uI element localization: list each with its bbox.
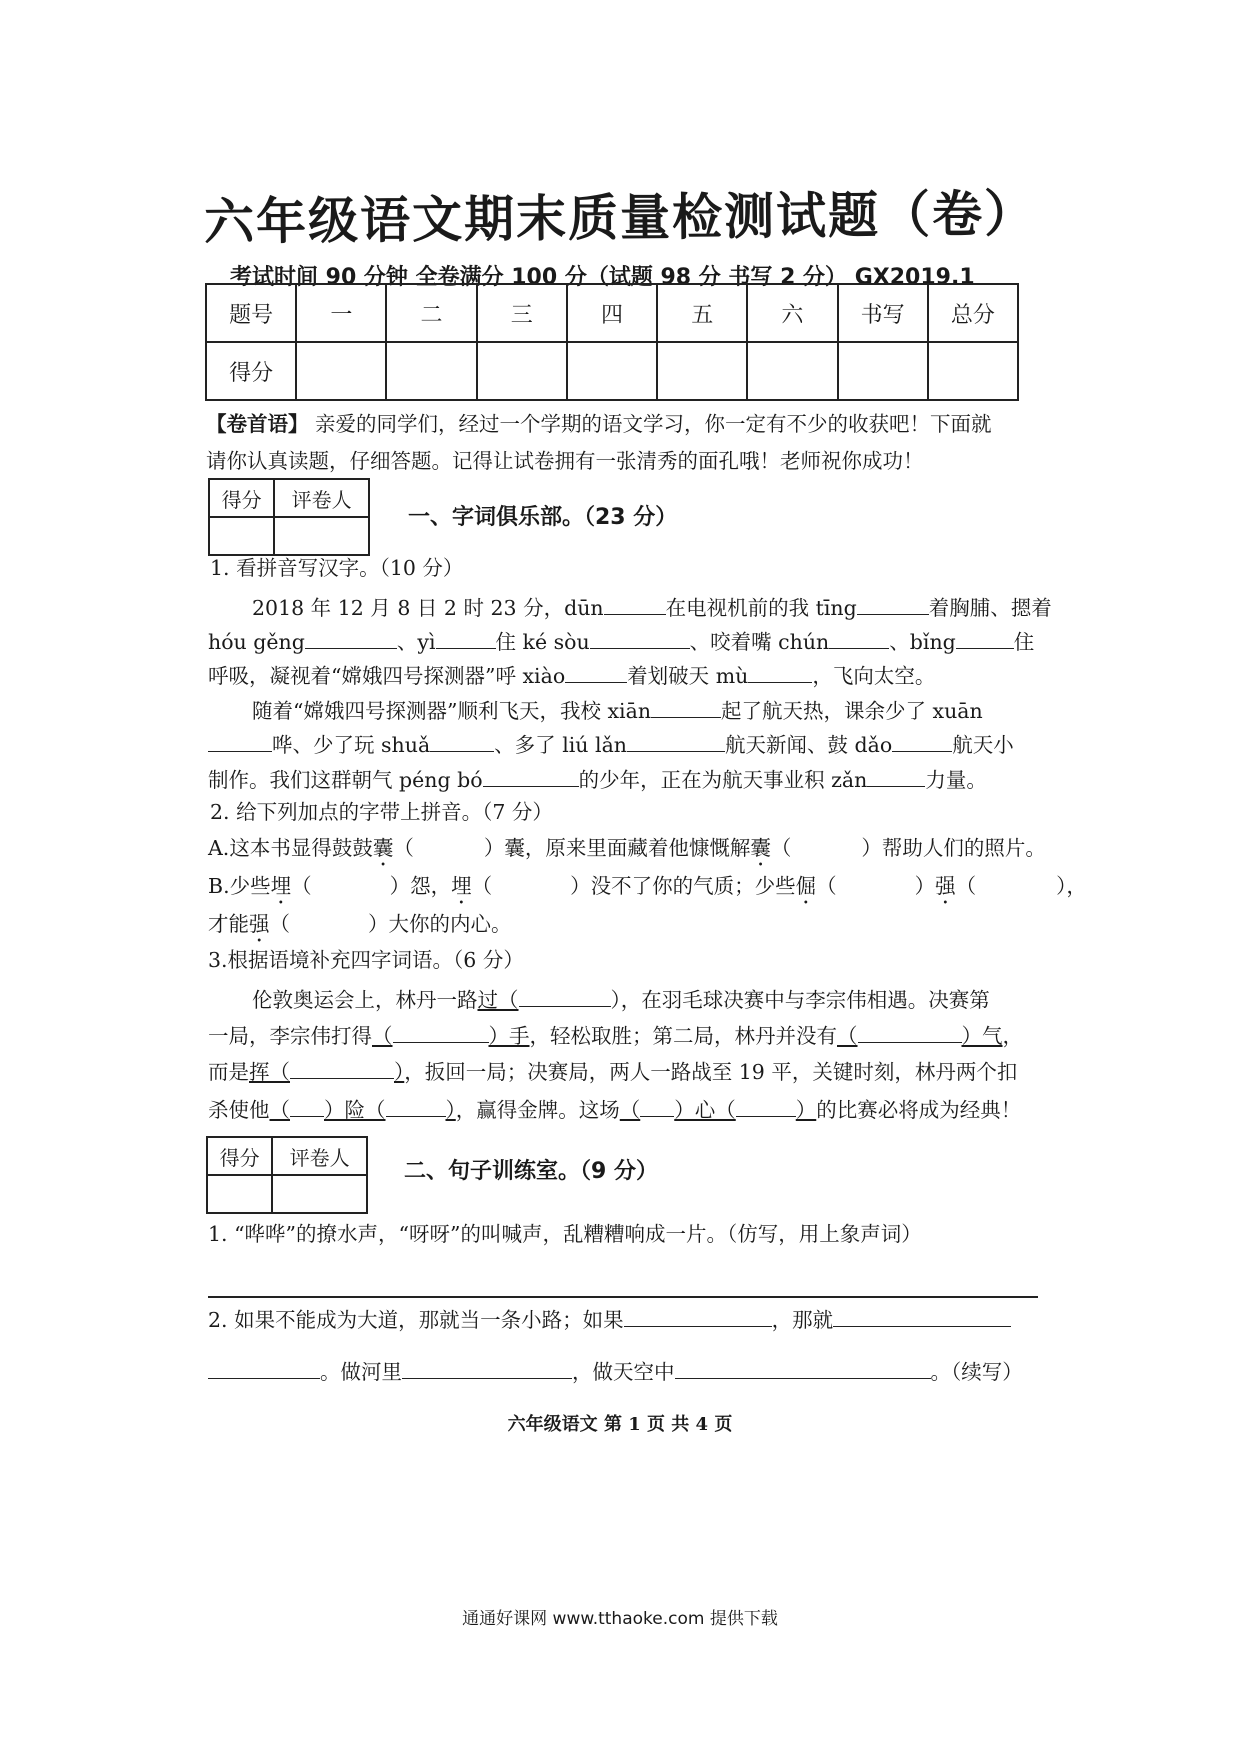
text: （ bbox=[471, 874, 493, 898]
text: A.这本书显得鼓鼓 bbox=[208, 836, 373, 860]
text: 制作。我们这群朝气 péng bó bbox=[208, 768, 483, 792]
answer-blank[interactable] bbox=[208, 1358, 320, 1379]
text: ）怨， bbox=[389, 874, 452, 898]
answer-blank[interactable] bbox=[675, 1358, 931, 1379]
score-cell[interactable] bbox=[928, 342, 1018, 400]
score-cell[interactable] bbox=[747, 342, 837, 400]
grader-score-cell[interactable] bbox=[209, 517, 274, 555]
score-header-cell: 四 bbox=[567, 284, 657, 342]
text: （ bbox=[269, 1098, 290, 1122]
answer-blank[interactable] bbox=[604, 594, 666, 615]
score-header-cell: 总分 bbox=[928, 284, 1018, 342]
text: 力量。 bbox=[925, 768, 987, 792]
dotted-char: 埋 bbox=[451, 874, 472, 898]
s2q1-text: 1. “哗哗”的撩水声，“呀呀”的叫喊声，乱糟糟响成一片。（仿写，用上象声词） bbox=[208, 1222, 922, 1246]
text: 呼吸，凝视着“嫦娥四号探测器”呼 xiào bbox=[208, 664, 566, 688]
score-cell[interactable] bbox=[657, 342, 747, 400]
dotted-char: 囊 bbox=[372, 836, 394, 860]
text: ）险（ bbox=[324, 1098, 386, 1122]
dotted-char: 埋 bbox=[270, 874, 292, 898]
score-table-header-row bbox=[206, 284, 1018, 342]
answer-blank[interactable] bbox=[640, 1096, 674, 1117]
text: 杀使他 bbox=[208, 1098, 270, 1122]
grader-box-section1 bbox=[208, 478, 370, 556]
s1q3-heading: 3.根据语境补充四字词语。（6 分） bbox=[208, 948, 524, 972]
s1q1-para1-line3 bbox=[208, 662, 935, 689]
score-header-cell: 二 bbox=[386, 284, 476, 342]
text: ）， bbox=[1056, 874, 1087, 898]
text: ，做天空中 bbox=[572, 1360, 675, 1384]
s1q1-para1-line1 bbox=[252, 594, 1052, 621]
text: 的少年，正在为航天事业积 zǎn bbox=[578, 768, 868, 792]
text: 而是 bbox=[208, 1060, 249, 1084]
text: 伦敦奥运会上，林丹一路 bbox=[252, 988, 478, 1012]
text: ）气 bbox=[961, 1024, 1003, 1048]
text: hóu gěng bbox=[208, 630, 305, 654]
answer-blank[interactable] bbox=[290, 1058, 394, 1079]
text: ），在羽毛球决赛中与李宗伟相遇。决赛第 bbox=[610, 988, 990, 1012]
text: ，轻松取胜；第二局，林丹并没有 bbox=[529, 1024, 837, 1048]
score-table-score-row bbox=[206, 342, 1018, 400]
download-credit: 通通好课网 www.tthaoke.com 提供下载 bbox=[462, 1609, 778, 1629]
text: （ bbox=[372, 1024, 393, 1048]
answer-blank[interactable] bbox=[627, 731, 725, 752]
answer-blank[interactable] bbox=[590, 628, 690, 649]
grader-name-cell[interactable] bbox=[272, 1175, 367, 1213]
answer-blank[interactable] bbox=[833, 1306, 1011, 1327]
text: 航天新闻、鼓 dǎo bbox=[725, 733, 893, 757]
text: ， bbox=[1002, 1024, 1023, 1048]
text: 、多了 liú lǎn bbox=[494, 733, 628, 757]
dotted-char: 强 bbox=[935, 874, 956, 898]
s2q1-answer-line[interactable] bbox=[208, 1296, 1038, 1298]
text: ）没不了你的气质；少些 bbox=[570, 874, 796, 898]
s1q1-para2-line2 bbox=[208, 731, 1014, 758]
grader-name-label: 评卷人 bbox=[272, 1137, 367, 1175]
dotted-char: 倔 bbox=[795, 874, 817, 898]
s1q3-line-3 bbox=[208, 1058, 1017, 1085]
answer-blank[interactable] bbox=[436, 628, 496, 649]
text: 2018 年 12 月 8 日 2 时 23 分，dūn bbox=[252, 596, 604, 620]
s1q1-para2-line1 bbox=[252, 697, 983, 724]
text: 、bǐng bbox=[889, 630, 956, 654]
preface-line-2: 请你认真读题，仔细答题。记得让试卷拥有一张清秀的面孔哦！老师祝你成功！ bbox=[206, 449, 924, 473]
text: 、咬着嘴 chún bbox=[689, 630, 830, 654]
exam-title: 六年级语文期末质量检测试题（卷） bbox=[203, 184, 1037, 252]
text: 着胸脯、摁着 bbox=[928, 596, 1052, 620]
text: 2. 如果不能成为大道，那就当一条小路；如果 bbox=[208, 1308, 624, 1332]
score-header-cell: 一 bbox=[296, 284, 386, 342]
score-header-cell: 题号 bbox=[206, 284, 296, 342]
answer-blank[interactable] bbox=[402, 1358, 572, 1379]
score-header-cell: 三 bbox=[477, 284, 567, 342]
text: 起了航天热，课余少了 xuān bbox=[721, 699, 983, 723]
section1-title: 一、字词俱乐部。（23 分） bbox=[408, 505, 678, 530]
text: 住 bbox=[1013, 630, 1035, 654]
score-cell[interactable] bbox=[386, 342, 476, 400]
answer-blank[interactable] bbox=[748, 662, 812, 683]
text: （ bbox=[291, 874, 312, 898]
score-cell[interactable] bbox=[296, 342, 386, 400]
answer-blank[interactable] bbox=[867, 766, 925, 787]
text: 、yì bbox=[396, 630, 436, 654]
text: 一局，李宗伟打得 bbox=[208, 1024, 372, 1048]
grader-score-label: 得分 bbox=[209, 479, 274, 517]
grader-box-section2 bbox=[206, 1136, 368, 1214]
answer-blank[interactable] bbox=[858, 1022, 962, 1043]
text: 随着“嫦娥四号探测器”顺利飞天，我校 xiān bbox=[252, 699, 652, 723]
s1q2-heading: 2. 给下列加点的字带上拼音。（7 分） bbox=[210, 800, 553, 824]
grader-name-cell[interactable] bbox=[274, 517, 369, 555]
text: （ bbox=[770, 836, 792, 860]
answer-blank[interactable] bbox=[651, 697, 721, 718]
text: ，赢得金牌。这场 bbox=[455, 1098, 620, 1122]
text: 的比赛必将成为经典！ bbox=[816, 1098, 1022, 1122]
answer-blank[interactable] bbox=[829, 628, 889, 649]
text: （ bbox=[393, 836, 414, 860]
answer-blank[interactable] bbox=[386, 1096, 446, 1117]
score-header-cell: 五 bbox=[657, 284, 747, 342]
text: ） bbox=[795, 1098, 817, 1122]
text: 在电视机前的我 tīng bbox=[665, 596, 857, 620]
answer-blank[interactable] bbox=[430, 731, 494, 752]
s1q1-para1-line2 bbox=[208, 628, 1034, 655]
s1q1-heading: 1. 看拼音写汉字。（10 分） bbox=[210, 556, 464, 580]
exam-subtitle: 考试时间 90 分钟 全卷满分 100 分（试题 98 分 书写 2 分） GX2019.1 bbox=[230, 265, 975, 290]
text: B.少些 bbox=[208, 874, 271, 898]
preface-label: 【卷首语】 bbox=[206, 412, 309, 436]
s1q2-line-a bbox=[208, 836, 1046, 871]
s2q2-line-2 bbox=[208, 1358, 1023, 1385]
s1q2-line-b bbox=[208, 874, 1087, 909]
page-footer: 六年级语文 第 1 页 共 4 页 bbox=[507, 1414, 733, 1435]
score-cell[interactable] bbox=[838, 342, 928, 400]
answer-blank[interactable] bbox=[624, 1306, 772, 1327]
text: 。做河里 bbox=[320, 1360, 402, 1384]
text: ） bbox=[394, 1060, 405, 1084]
answer-blank[interactable] bbox=[857, 594, 929, 615]
preface-text-1: 亲爱的同学们，经过一个学期的语文学习，你一定有不少的收获吧！下面就 bbox=[315, 412, 992, 436]
text: 挥（ bbox=[249, 1060, 290, 1084]
grader-name-label: 评卷人 bbox=[274, 479, 369, 517]
section2-title: 二、句子训练室。（9 分） bbox=[404, 1159, 658, 1184]
answer-blank[interactable] bbox=[290, 1096, 324, 1117]
text: （ bbox=[955, 874, 977, 898]
s1q3-line-2 bbox=[208, 1022, 1023, 1049]
s2q2-line-1 bbox=[208, 1306, 1011, 1333]
text: 。（续写） bbox=[930, 1360, 1023, 1384]
text: （ bbox=[816, 874, 837, 898]
answer-blank[interactable] bbox=[956, 628, 1014, 649]
text: （ bbox=[269, 912, 290, 936]
text: 才能 bbox=[208, 912, 249, 936]
text: ） bbox=[445, 1098, 456, 1122]
dotted-char: 强 bbox=[249, 912, 270, 936]
s1q2-line-c bbox=[208, 912, 512, 947]
grader-score-label: 得分 bbox=[207, 1137, 272, 1175]
text: ，那就 bbox=[771, 1308, 834, 1332]
preface-line-1 bbox=[206, 412, 992, 437]
text: 哗、少了玩 shuǎ bbox=[272, 733, 431, 757]
text: ，扳回一局；决赛局，两人一路战至 19 平，关键时刻，林丹两个扣 bbox=[404, 1060, 1018, 1084]
text: ）大你的内心。 bbox=[368, 912, 512, 936]
s1q3-line-4 bbox=[208, 1096, 1021, 1123]
text: ，飞向太空。 bbox=[812, 664, 936, 688]
s1q3-line-1 bbox=[252, 986, 990, 1013]
text: ）帮助人们的照片。 bbox=[861, 836, 1046, 860]
text: （ bbox=[619, 1098, 641, 1122]
text: ）心（ bbox=[674, 1098, 736, 1122]
answer-blank[interactable] bbox=[736, 1096, 796, 1117]
text: 过（ bbox=[477, 988, 519, 1012]
answer-blank[interactable] bbox=[305, 628, 397, 649]
score-row-label: 得分 bbox=[206, 342, 296, 400]
score-header-cell: 书写 bbox=[838, 284, 928, 342]
answer-blank[interactable] bbox=[519, 986, 611, 1007]
score-cell[interactable] bbox=[477, 342, 567, 400]
answer-blank[interactable] bbox=[892, 731, 952, 752]
score-table bbox=[205, 283, 1019, 401]
answer-blank[interactable] bbox=[483, 766, 579, 787]
score-cell[interactable] bbox=[567, 342, 657, 400]
text: ）囊，原来里面藏着他慷慨解 bbox=[483, 836, 751, 860]
answer-blank[interactable] bbox=[393, 1022, 489, 1043]
dotted-char: 囊 bbox=[750, 836, 771, 860]
grader-score-cell[interactable] bbox=[207, 1175, 272, 1213]
score-header-cell: 六 bbox=[747, 284, 837, 342]
text: 住 ké sòu bbox=[495, 630, 590, 654]
text: ）手 bbox=[488, 1024, 530, 1048]
text: （ bbox=[837, 1024, 858, 1048]
answer-blank[interactable] bbox=[565, 662, 627, 683]
text: 着划破天 mù bbox=[627, 664, 749, 688]
s1q1-para2-line3 bbox=[208, 766, 987, 793]
answer-blank[interactable] bbox=[208, 731, 272, 752]
text: 航天小 bbox=[952, 733, 1014, 757]
text: ） bbox=[914, 874, 936, 898]
